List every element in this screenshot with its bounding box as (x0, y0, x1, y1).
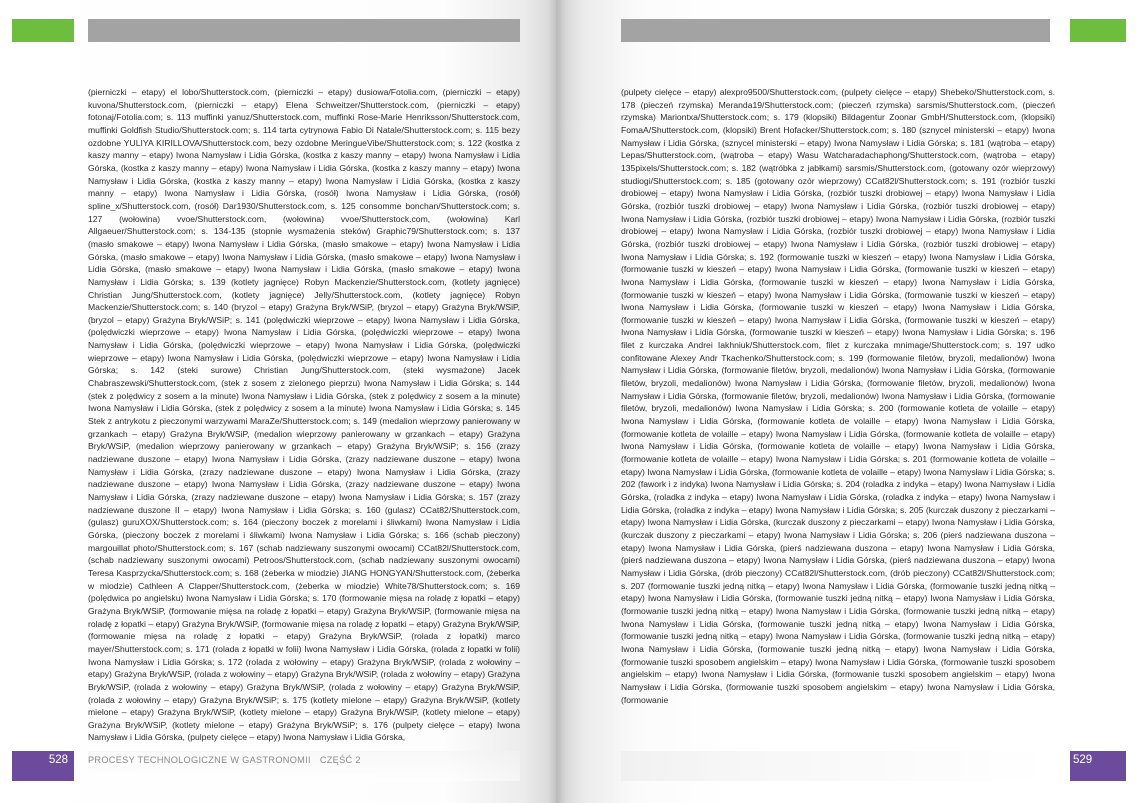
right-page-credits-text: (pulpety cielęce – etapy) alexpro9500/Shutterstock.com, (pulpety cielęce – etapy) Shebeko/Shutterstock.com, s. 178 (pieczeń rzymska) Meranda19/Shutterstock.com; (pieczeń rzymska) sarsmis/Shutterstock.com, (pieczeń rzymska) Mariontxa/Shutterstock.com; s. 179 (klopsiki) Bildagentur Zoonar GmbH/Shutterstock.com, (klopsiki) FomaA/Shutterstock.com, (klopsiki) Brent Hofacker/Shutterstock.com; s. 180 (sznycel ministerski – etapy) Iwona Namysław i Lidia Górska, (sznycel ministerski – etapy) Iwona Namysław i Lidia Górska; s. 181 (wątroba – etapy) Lepas/Shutterstock.com, (wątroba – etapy) Wasu Watcharadachaphong/Shutterstock.com, (wątroba – etapy) 135pixels/Shutterstock.com; s. 182 (wątróbka z jabłkami) sarsmis/Shutterstock.com, (gotowany ozór wieprzowy) studiogi/Shutterstock.com; s. 185 (gotowany ozór wieprzowy) CCat82l/Shutterstock.com; s. 191 (rozbiór tuszki drobiowej – etapy) Iwona Namysław i Lidia Górska, (rozbiór tuszki drobiowej – etapy) Iwona Namysław i Lidia Górska, (rozbiór tuszki drobiowej – etapy) Iwona Namysław i Lidia Górska, (rozbiór tuszki drobiowej – etapy) Iwona Namysław i Lidia Górska, (rozbiór tuszki drobiowej – etapy) Iwona Namysław i Lidia Górska, (rozbiór tuszki drobiowej – etapy) Iwona Namysław i Lidia Górska, (rozbiór tuszki drobiowej – etapy) Iwona Namysław i Lidia Górska, (rozbiór tuszki drobiowej – etapy) Iwona Namysław i Lidia Górska, (rozbiór tuszki drobiowej – etapy) Iwona Namysław i Lidia Górska; s. 192 (formowanie tuszki w kieszeń – etapy) Iwona Namysław i Lidia Górska, (formowanie tuszki w kieszeń – etapy) Iwona Namysław i Lidia Górska, (formowanie tuszki w kieszeń – etapy) Iwona Namysław i Lidia Górska, (formowanie tuszki w kieszeń – etapy) Iwona Namysław i Lidia Górska, (formowanie tuszki w kieszeń – etapy) Iwona Namysław i Lidia Górska, (formowanie tuszki w kieszeń – etapy) Iwona Namysław i Lidia Górska, (formowanie tuszki w kieszeń – etapy) Iwona Namysław i Lidia Górska, (formowanie tuszki w kieszeń – etapy) Iwona Namysław i Lidia Górska, (formowanie tuszki w kieszeń – etapy) Iwona Namysław i Lidia Górska, (formowanie tuszki w kieszeń – etapy) Iwona Namysław i Lidia Górska; s. 196 filet z kurczaka Andrei Iakhniuk/Shutterstock.com, filet z kurczaka mnimage/Shutterstock.com; s. 197 udko confitowane Alexey Andr Tkachenko/Shutterstock.com; s. 199 (formowanie filetów, bryzoli, medalionów) Iwona Namysław i Lidia Górska, (formowanie filetów, bryzoli, medalionów) Iwona Namysław i Lidia Górska, (formowanie filetów, bryzoli, medalionów) Iwona Namysław i Lidia Górska, (formowanie filetów, bryzoli, medalionów) Iwona Namysław i Lidia Górska, (formowanie filetów, bryzoli, medalionów) Iwona Namysław i Lidia Górska, (formowanie filetów, bryzoli, medalionów) Iwona Namysław i Lidia Górska; s. 200 (formowanie kotleta de volaille – etapy) Iwona Namysław i Lidia Górska, (formowanie kotleta de volaille – etapy) Iwona Namysław i Lidia Górska, (formowanie kotleta de volaille – etapy) Iwona Namysław i Lidia Górska, (formowanie kotleta de volaille – etapy) Iwona Namysław i Lidia Górska, (formowanie kotleta de volaille – etapy) Iwona Namysław i Lidia Górska, (formowanie kotleta de volaille – etapy) Iwona Namysław i Lidia Górska; s. 201 (formowanie kotleta de volaille – etapy) Iwona Namysław i Lidia Górska, (formowanie kotleta de volaille – etapy) Iwona Namysław i Lidia Górska; s. 202 (fawork i z indyka) Iwona Namysław i Lidia Górska; s. 204 (roladka z indyka – etapy) Iwona Namysław i Lidia Górska, (roladka z indyka – etapy) Iwona Namysław i Lidia Górska, (roladka z indyka – etapy) Iwona Namysław i Lidia Górska, (roladka z indyka – etapy) Iwona Namysław i Lidia Górska; s. 205 (kurczak duszony z pieczarkami – etapy) Iwona Namysław i Lidia Górska, (kurczak duszony z pieczarkami – etapy) Iwona Namysław i Lidia Górska, (kurczak duszony z pieczarkami – etapy) Iwona Namysław i Lidia Górska; s. 206 (pierś nadziewana duszona – etapy) Iwona Namysław i Lidia Górska, (pierś nadziewana duszona – etapy) Iwona Namysław i Lidia Górska, (pierś nadziewana duszona – etapy) Iwona Namysław i Lidia Górska, (pierś nadziewana duszona – etapy) Iwona Namysław i Lidia Górska, (drób pieczony) CCat82l/Shutterstock.com, (drób pieczony) CCat82l/Shutterstock.com; s. 207 (formowanie tuszki jedną nitką – etapy) Iwona Namysław i Lidia Górska, (formowanie tuszki jedną nitką – etapy) Iwona Namysław i Lidia Górska, (formowanie tuszki jedną nitką – etapy) Iwona Namysław i Lidia Górska, (formowanie tuszki jedną nitką – etapy) Iwona Namysław i Lidia Górska, (formowanie tuszki jedną nitką – etapy) Iwona Namysław i Lidia Górska, (formowanie tuszki jedną nitką – etapy) Iwona Namysław i Lidia Górska, (formowanie tuszki jedną nitką – etapy) Iwona Namysław i Lidia Górska, (formowanie tuszki jedną nitką – etapy) Iwona Namysław i Lidia Górska, (formowanie tuszki jedną nitką – etapy) Iwona Namysław i Lidia Górska, (formowanie tuszki sposobem angielskim – etapy) Iwona Namysław i Lidia Górska, (formowanie tuszki sposobem angielskim – etapy) Iwona Namysław i Lidia Górska, (formowanie tuszki sposobem angielskim – etapy) Iwona Namysław i Lidia Górska, (formowanie tuszki sposobem angielskim – etapy) Iwona Namysław i Lidia Górska, (formowanie (621, 87, 1055, 705)
book-gutter-shadow (548, 0, 566, 803)
left-page (0, 0, 556, 803)
page-number: 529 (1073, 754, 1093, 766)
footer-part-label: CZĘŚĆ 2 (319, 755, 361, 765)
right-page (556, 0, 1137, 803)
running-footer (88, 755, 361, 765)
page-number-box (12, 751, 74, 781)
page-number-box (1070, 751, 1126, 781)
header-grey-bar (621, 19, 1050, 42)
page-number: 528 (48, 754, 68, 766)
header-green-tab (1070, 19, 1126, 42)
left-page-credits-text: (pierniczki – etapy) el lobo/Shutterstock.com, (pierniczki – etapy) dusiowa/Fotolia.com, (pierniczki – etapy) kuvona/Shutterstock.com, (pierniczki – etapy) Elena Schweitzer/Shutterstock.com, (pierniczki – etapy) fotonaj/Fotolia.com; s. 113 muffinki yanuz/Shutterstock.com, muffinki Rose-Marie Henriksson/Shutterstock.com, muffinki Goldfish Studio/Shutterstock.com; s. 114 tarta cytrynowa Fabio Di Natale/Shutterstock.com; s. 115 bezy ozdobne YULIYA KIRILLOVA/Shutterstock.com, bezy ozdobne MeringueVibe/Shutterstock.com; s. 122 (kostka z kaszy manny – etapy) Iwona Namysław i Lidia Górska, (kostka z kaszy manny – etapy) Iwona Namysław i Lidia Górska, (kostka z kaszy manny – etapy) Iwona Namysław i Lidia Górska, (kostka z kaszy manny – etapy) Iwona Namysław i Lidia Górska, (kostka z kaszy manny – etapy) Iwona Namysław i Lidia Górska, (kostka z kaszy manny – etapy) Iwona Namysław i Lidia Górska, (rosół) Iwona Namysław i Lidia Górska, (rosół) spline_x/Shutterstock.com, (rosół) Dar1930/Shutterstock.com, s. 125 consomme bonchan/Shutterstock.com; s. 127 (wołowina) vvoe/Shutterstock.com, (wołowina) vvoe/Shutterstock.com, (wołowina) Karl Allgaeuer/Shutterstock.com; s. 134-135 (stopnie wysmażenia steków) Graphic79/Shutterstock.com; s. 137 (masło smakowe – etapy) Iwona Namysław i Lidia Górska, (masło smakowe – etapy) Iwona Namysław i Lidia Górska, (masło smakowe – etapy) Iwona Namysław i Lidia Górska, (masło smakowe – etapy) Iwona Namysław i Lidia Górska, (masło smakowe – etapy) Iwona Namysław i Lidia Górska, (masło smakowe – etapy) Iwona Namysław i Lidia Górska; s. 139 (kotlety jagnięce) Robyn Mackenzie/Shutterstock.com, (kotlety jagnięce) Christian Jung/Shutterstock.com, (kotlety jagnięce) Jelly/Shutterstock.com, (kotlety jagnięce) Robyn Mackenzie/Shutterstock.com; s. 140 (bryzol – etapy) Grażyna Bryk/WSiP, (bryzol – etapy) Grażyna Bryk/WSiP, (bryzol – etapy) Grażyna Bryk/WSiP; s. 141 (polędwiczki wieprzowe – etapy) Iwona Namysław i Lidia Górska, (polędwiczki wieprzowe – etapy) Iwona Namysław i Lidia Górska, (polędwiczki wieprzowe – etapy) Iwona Namysław i Lidia Górska, (polędwiczki wieprzowe – etapy) Iwona Namysław i Lidia Górska, (polędwiczki wieprzowe – etapy) Iwona Namysław i Lidia Górska, (polędwiczki wieprzowe – etapy) Iwona Namysław i Lidia Górska; s. 142 (steki surowe) Christian Jung/Shutterstock.com, (steki wysmażone) Jacek Chabraszewski/Shutterstock.com, (stek z sosem z zielonego pieprzu) Iwona Namysław i Lidia Górska; s. 144 (stek z polędwicy z sosem a la minute) Iwona Namysław i Lidia Górska, (stek z polędwicy z sosem a la minute) Iwona Namysław i Lidia Górska, (stek z polędwicy z sosem a la minute) Iwona Namysław i Lidia Górska; s. 145 Stek z antrykotu z pieczonymi warzywami MaraZe/Shutterstock.com; s. 149 (medalion wieprzowy panierowany w grzankach – etapy) Grażyna Bryk/WSiP, (medalion wieprzowy panierowany w grzankach – etapy) Grażyna Bryk/WSiP, (medalion wieprzowy panierowany w grzankach – etapy) Grażyna Bryk/WSiP; s. 156 (zrazy nadziewane duszone – etapy) Iwona Namysław i Lidia Górska, (zrazy nadziewane duszone – etapy) Iwona Namysław i Lidia Górska, (zrazy nadziewane duszone – etapy) Iwona Namysław i Lidia Górska, (zrazy nadziewane duszone – etapy) Iwona Namysław i Lidia Górska, (zrazy nadziewane duszone – etapy) Iwona Namysław i Lidia Górska, (zrazy nadziewane duszone – etapy) Iwona Namysław i Lidia Górska; s. 157 (zrazy nadziewane duszone II – etapy) Iwona Namysław i Lidia Górska; s. 160 (gulasz) CCat82/Shutterstock.com, (gulasz) guruXOX/Shutterstock.com; s. 164 (pieczony boczek z morelami i śliwkami) Iwona Namysław i Lidia Górska, (pieczony boczek z morelami i śliwkami) Iwona Namysław i Lidia Górska; s. 166 (schab pieczony) margouillat photo/Shutterstock.com; s. 167 (schab nadziewany suszonymi owocami) CCat82l/Shutterstock.com, (schab nadziewany suszonymi owocami) Petroos/Shutterstock.com, (schab nadziewany suszonymi owocami) Teresa Kasprzycka/Shutterstock.com; s. 168 (żeberka w miodzie) JIANG HONGYAN/Shutterstock.com, (żeberka w miodzie) Cathleen A Clapper/Shutterstock.com, (żeberka w miodzie) White78/Shutterstock.com; s. 169 (polędwica po angielsku) Iwona Namysław i Lidia Górska; s. 170 (formowanie mięsa na roladę z łopatki – etapy) Grażyna Bryk/WSiP, (formowanie mięsa na roladę z łopatki – etapy) Grażyna Bryk/WSiP, (formowanie mięsa na roladę z łopatki – etapy) Grażyna Bryk/WSiP, (formowanie mięsa na roladę z łopatki – etapy) Grażyna Bryk/WSiP, (formowanie mięsa na roladę z łopatki – etapy) Grażyna Bryk/WSiP, (rolada z łopatki) marco mayer/Shutterstock.com; s. 171 (rolada z łopatki w folii) Iwona Namysław i Lidia Górska, (rolada z łopatki w folii) Iwona Namysław i Lidia Górska; s. 172 (rolada z wołowiny – etapy) Grażyna Bryk/WSiP, (rolada z wołowiny – etapy) Grażyna Bryk/WSiP, (rolada z wołowiny – etapy) Grażyna Bryk/WSiP, (rolada z wołowiny – etapy) Grażyna Bryk/WSiP, (rolada z wołowiny – etapy) Grażyna Bryk/WSiP, (rolada z wołowiny – etapy) Grażyna Bryk/WSiP, (rolada z wołowiny – etapy) Grażyna Bryk/WSiP; s. 175 (kotlety mielone – etapy) Grażyna Bryk/WSiP, (kotlety mielone – etapy) Grażyna Bryk/WSiP, (kotlety mielone – etapy) Grażyna Bryk/WSiP, (kotlety mielone – etapy) Grażyna Bryk/WSiP, (kotlety mielone – etapy) Grażyna Bryk/WSiP; s. 176 (pulpety cielęce – etapy) Iwona Namysław i Lidia Górska, (pulpety cielęce – etapy) Iwona Namysław i Lidia Górska, (88, 87, 520, 743)
footer-band (621, 751, 1050, 781)
footer-book-title: PROCESY TECHNOLOGICZNE W GASTRONOMII (88, 755, 311, 765)
header-grey-bar (88, 19, 520, 42)
header-green-tab (12, 19, 74, 42)
